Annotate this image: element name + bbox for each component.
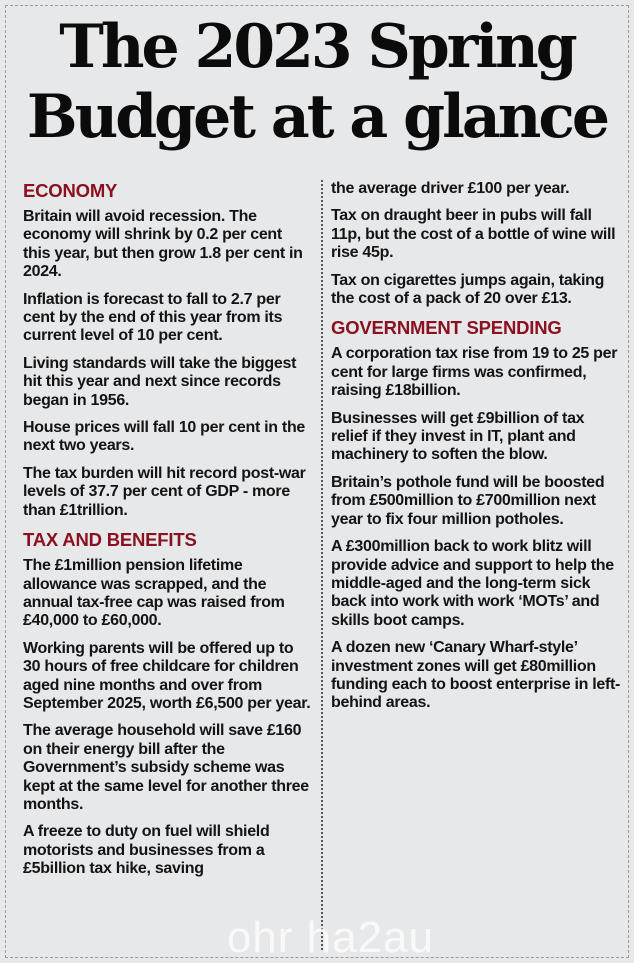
right-column	[331, 180, 621, 955]
watermark: ohr ha2au	[226, 913, 434, 962]
gov-item-4: A £300million back to work blitz will provide advice and support to help the middle-aged and the long-term sick back into work with work ‘MOTs’ and skills boot camps.	[331, 538, 614, 629]
tax-item-1: The £1million pension lifetime allowance was scrapped, and the annual tax-free cap was raised from £40,000 to £60,000.	[23, 557, 285, 630]
economy-item-1: Britain will avoid recession. The economy will shrink by 0.2 per cent this year, but then grow 1.8 per cent in 2024.	[23, 208, 303, 281]
economy-item-4: House prices will fall 10 per cent in the next two years.	[23, 419, 306, 455]
tax-item-4: A freeze to duty on fuel will shield motorists and businesses from a £5billion tax hike, saving	[23, 823, 270, 878]
economy-item-3: Living standards will take the biggest hit this year and next since records began in 1956.	[23, 354, 297, 409]
section-heading-tax-and-benefits: TAX AND BENEFITS	[23, 529, 197, 551]
gov-item-5: A dozen new ‘Canary Wharf-style’ investment zones will get £80million funding each to boost enterprise in left-behind areas.	[331, 639, 621, 712]
section-heading-government-spending: GOVERNMENT SPENDING	[331, 317, 562, 339]
title-line-1: The 2023 Spring	[59, 12, 575, 82]
page-title	[0, 12, 634, 152]
gov-item-1: A corporation tax rise from 19 to 25 per cent for large firms was confirmed, raising £18billion.	[331, 345, 618, 400]
tax-item-5: Tax on draught beer in pubs will fall 11p, but the cost of a bottle of wine will rise 45p.	[331, 207, 616, 262]
article-columns	[23, 180, 621, 955]
left-column	[23, 180, 313, 955]
gov-item-2: Businesses will get £9billion of tax relief if they invest in IT, plant and machinery to soften the blow.	[331, 409, 585, 464]
tax-item-4-continued: the average driver £100 per year.	[331, 180, 570, 197]
tax-item-2: Working parents will be offered up to 30 hours of free childcare for children aged nine months and over from September 2025, worth £6,500 per year.	[23, 639, 311, 712]
economy-item-5: The tax burden will hit record post-war levels of 37.7 per cent of GDP - more than £1trillion.	[23, 464, 306, 519]
economy-item-2: Inflation is forecast to fall to 2.7 per cent by the end of this year from its current level of 10 per cent.	[23, 290, 283, 345]
gov-item-3: Britain’s pothole fund will be boosted from £500million to £700million next year to fix four million potholes.	[331, 473, 605, 528]
tax-item-3: The average household will save £160 on their energy bill after the Government’s subsidy scheme was kept at the same level for another three months.	[23, 722, 309, 813]
title-line-2: Budget at a glance	[26, 82, 608, 152]
tax-item-6: Tax on cigarettes jumps again, taking the cost of a pack of 20 over £13.	[331, 271, 605, 308]
section-heading-economy: ECONOMY	[23, 180, 118, 201]
column-divider	[321, 180, 323, 950]
